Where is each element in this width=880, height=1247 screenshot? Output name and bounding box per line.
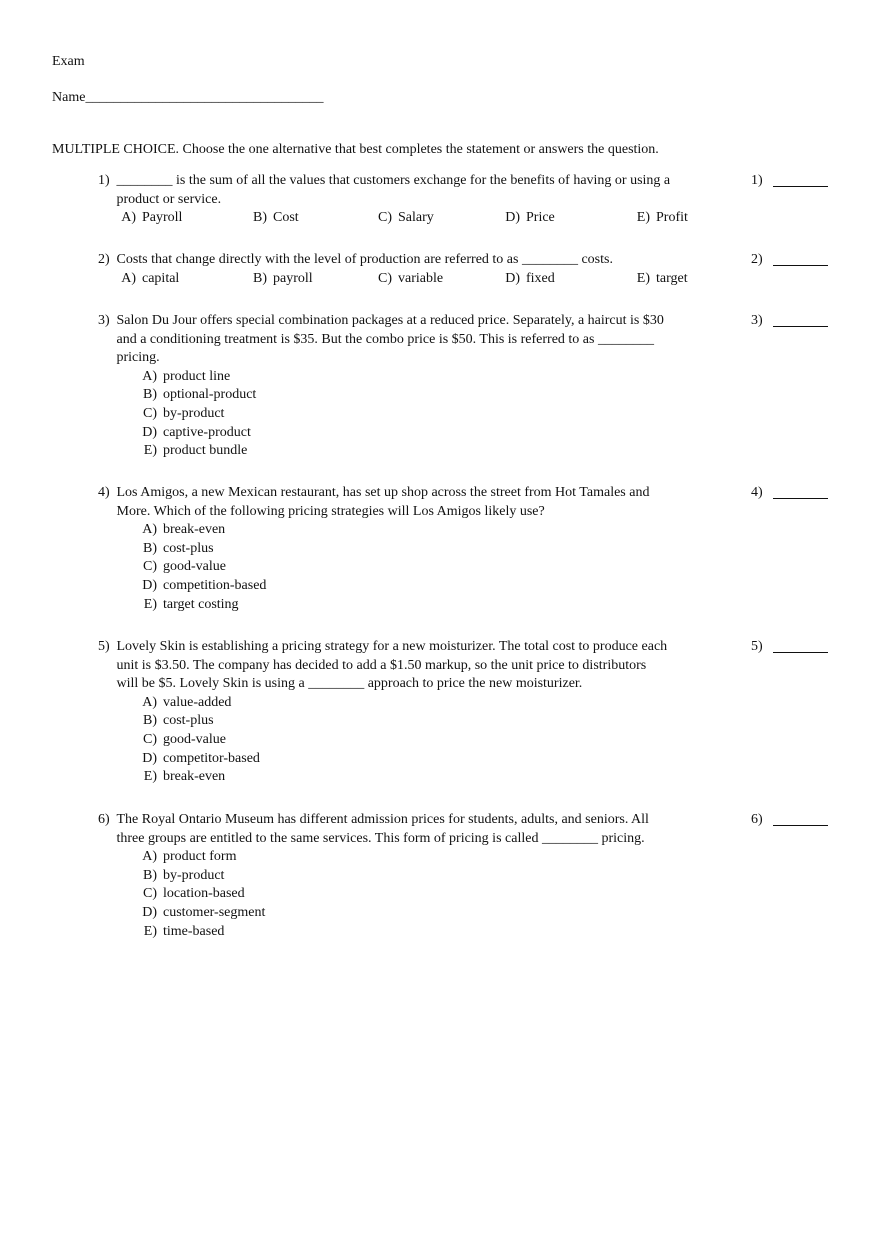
option-c[interactable]: C) good-value xyxy=(143,731,226,747)
answer-label: 3) xyxy=(751,313,763,328)
question-stem: Los Amigos, a new Mexican restaurant, has set up shop across the street from Hot Tamales and More. Which of the following pricing strategies will Los Amigos likely use? xyxy=(116,485,650,519)
option-d[interactable]: D) fixed xyxy=(505,270,555,286)
answer-blank[interactable] xyxy=(773,652,828,653)
option-a[interactable]: A) product line xyxy=(142,368,231,384)
question-stem: Salon Du Jour offers special combination packages at a reduced price. Separately, a haircut is $30 and a conditioning treatment is $35. But the combo price is $50. This is referred to as ________ pricing. xyxy=(116,313,664,366)
options-list xyxy=(136,521,843,614)
option-a[interactable]: A) product form xyxy=(142,849,237,865)
answer-label: 5) xyxy=(751,639,763,654)
option-a[interactable]: A) capital xyxy=(121,270,180,286)
option-d[interactable]: D) customer-segment xyxy=(142,904,266,920)
name-blank: __________________________________ xyxy=(85,90,324,105)
option-b[interactable]: B) cost-plus xyxy=(143,540,214,556)
question-6 xyxy=(98,811,843,941)
exam-title: Exam xyxy=(52,54,85,69)
option-e[interactable]: E) target xyxy=(636,270,688,286)
option-c[interactable]: C) location-based xyxy=(143,886,245,902)
option-e[interactable]: E) time-based xyxy=(143,923,225,939)
option-d[interactable]: D) competition-based xyxy=(142,577,267,593)
question-number: 5) xyxy=(98,639,110,654)
option-b[interactable]: B) cost-plus xyxy=(143,713,214,729)
name-field[interactable] xyxy=(52,89,323,108)
question-1 xyxy=(98,172,843,228)
option-a[interactable]: A) break-even xyxy=(142,522,226,538)
instructions: MULTIPLE CHOICE. Choose the one alternative that best completes the statement or answers the question. xyxy=(52,142,659,157)
option-a[interactable]: A) Payroll xyxy=(121,210,183,226)
option-b[interactable]: B) optional-product xyxy=(143,387,257,403)
answer-label: 4) xyxy=(751,485,763,500)
option-c[interactable]: C) good-value xyxy=(143,559,226,575)
question-2 xyxy=(98,251,843,288)
option-d[interactable]: D) captive-product xyxy=(142,424,251,440)
question-5 xyxy=(98,638,843,787)
answer-label: 2) xyxy=(751,252,763,267)
option-e[interactable]: E) product bundle xyxy=(143,443,248,459)
answer-label: 1) xyxy=(751,173,763,188)
answer-blank[interactable] xyxy=(773,825,828,826)
option-e[interactable]: E) target costing xyxy=(143,596,239,612)
option-c[interactable]: C) Salary xyxy=(378,210,434,226)
question-number: 3) xyxy=(98,313,110,328)
option-e[interactable]: E) Profit xyxy=(636,210,688,226)
options-row xyxy=(98,270,843,289)
option-b[interactable]: B) payroll xyxy=(253,270,313,286)
option-e[interactable]: E) break-even xyxy=(143,769,226,785)
question-number: 6) xyxy=(98,812,110,827)
answer-blank[interactable] xyxy=(773,326,828,327)
option-a[interactable]: A) value-added xyxy=(142,694,232,710)
question-number: 1) xyxy=(98,173,110,188)
option-d[interactable]: D) competitor-based xyxy=(142,750,260,766)
options-list xyxy=(136,694,843,787)
question-4 xyxy=(98,484,843,614)
question-number: 2) xyxy=(98,252,110,267)
answer-label: 6) xyxy=(751,812,763,827)
option-c[interactable]: C) by-product xyxy=(143,405,225,421)
question-stem: Costs that change directly with the level of production are referred to as ________ costs. xyxy=(116,252,613,267)
question-stem: Lovely Skin is establishing a pricing strategy for a new moisturizer. The total cost to produce each unit is $3.50. The company has decided to add a $1.50 markup, so the unit price to distributors will be $5. Lovely Skin is using a ________ approach to price the new moisturizer. xyxy=(116,639,668,692)
question-stem: The Royal Ontario Museum has different admission prices for students, adults, and seniors. All three groups are entitled to the same services. This form of pricing is called ________ pricing. xyxy=(116,812,649,846)
options-list xyxy=(136,368,843,461)
options-row xyxy=(98,209,843,228)
name-label: Name xyxy=(52,90,86,105)
option-b[interactable]: B) by-product xyxy=(143,867,225,883)
option-d[interactable]: D) Price xyxy=(505,210,555,226)
answer-blank[interactable] xyxy=(773,265,828,266)
question-3 xyxy=(98,312,843,461)
question-stem: ________ is the sum of all the values that customers exchange for the benefits of having or using a product or service. xyxy=(116,173,671,207)
question-number: 4) xyxy=(98,485,110,500)
option-c[interactable]: C) variable xyxy=(378,270,444,286)
answer-blank[interactable] xyxy=(773,186,828,187)
options-list xyxy=(136,848,843,941)
answer-blank[interactable] xyxy=(773,498,828,499)
option-b[interactable]: B) Cost xyxy=(253,210,299,226)
